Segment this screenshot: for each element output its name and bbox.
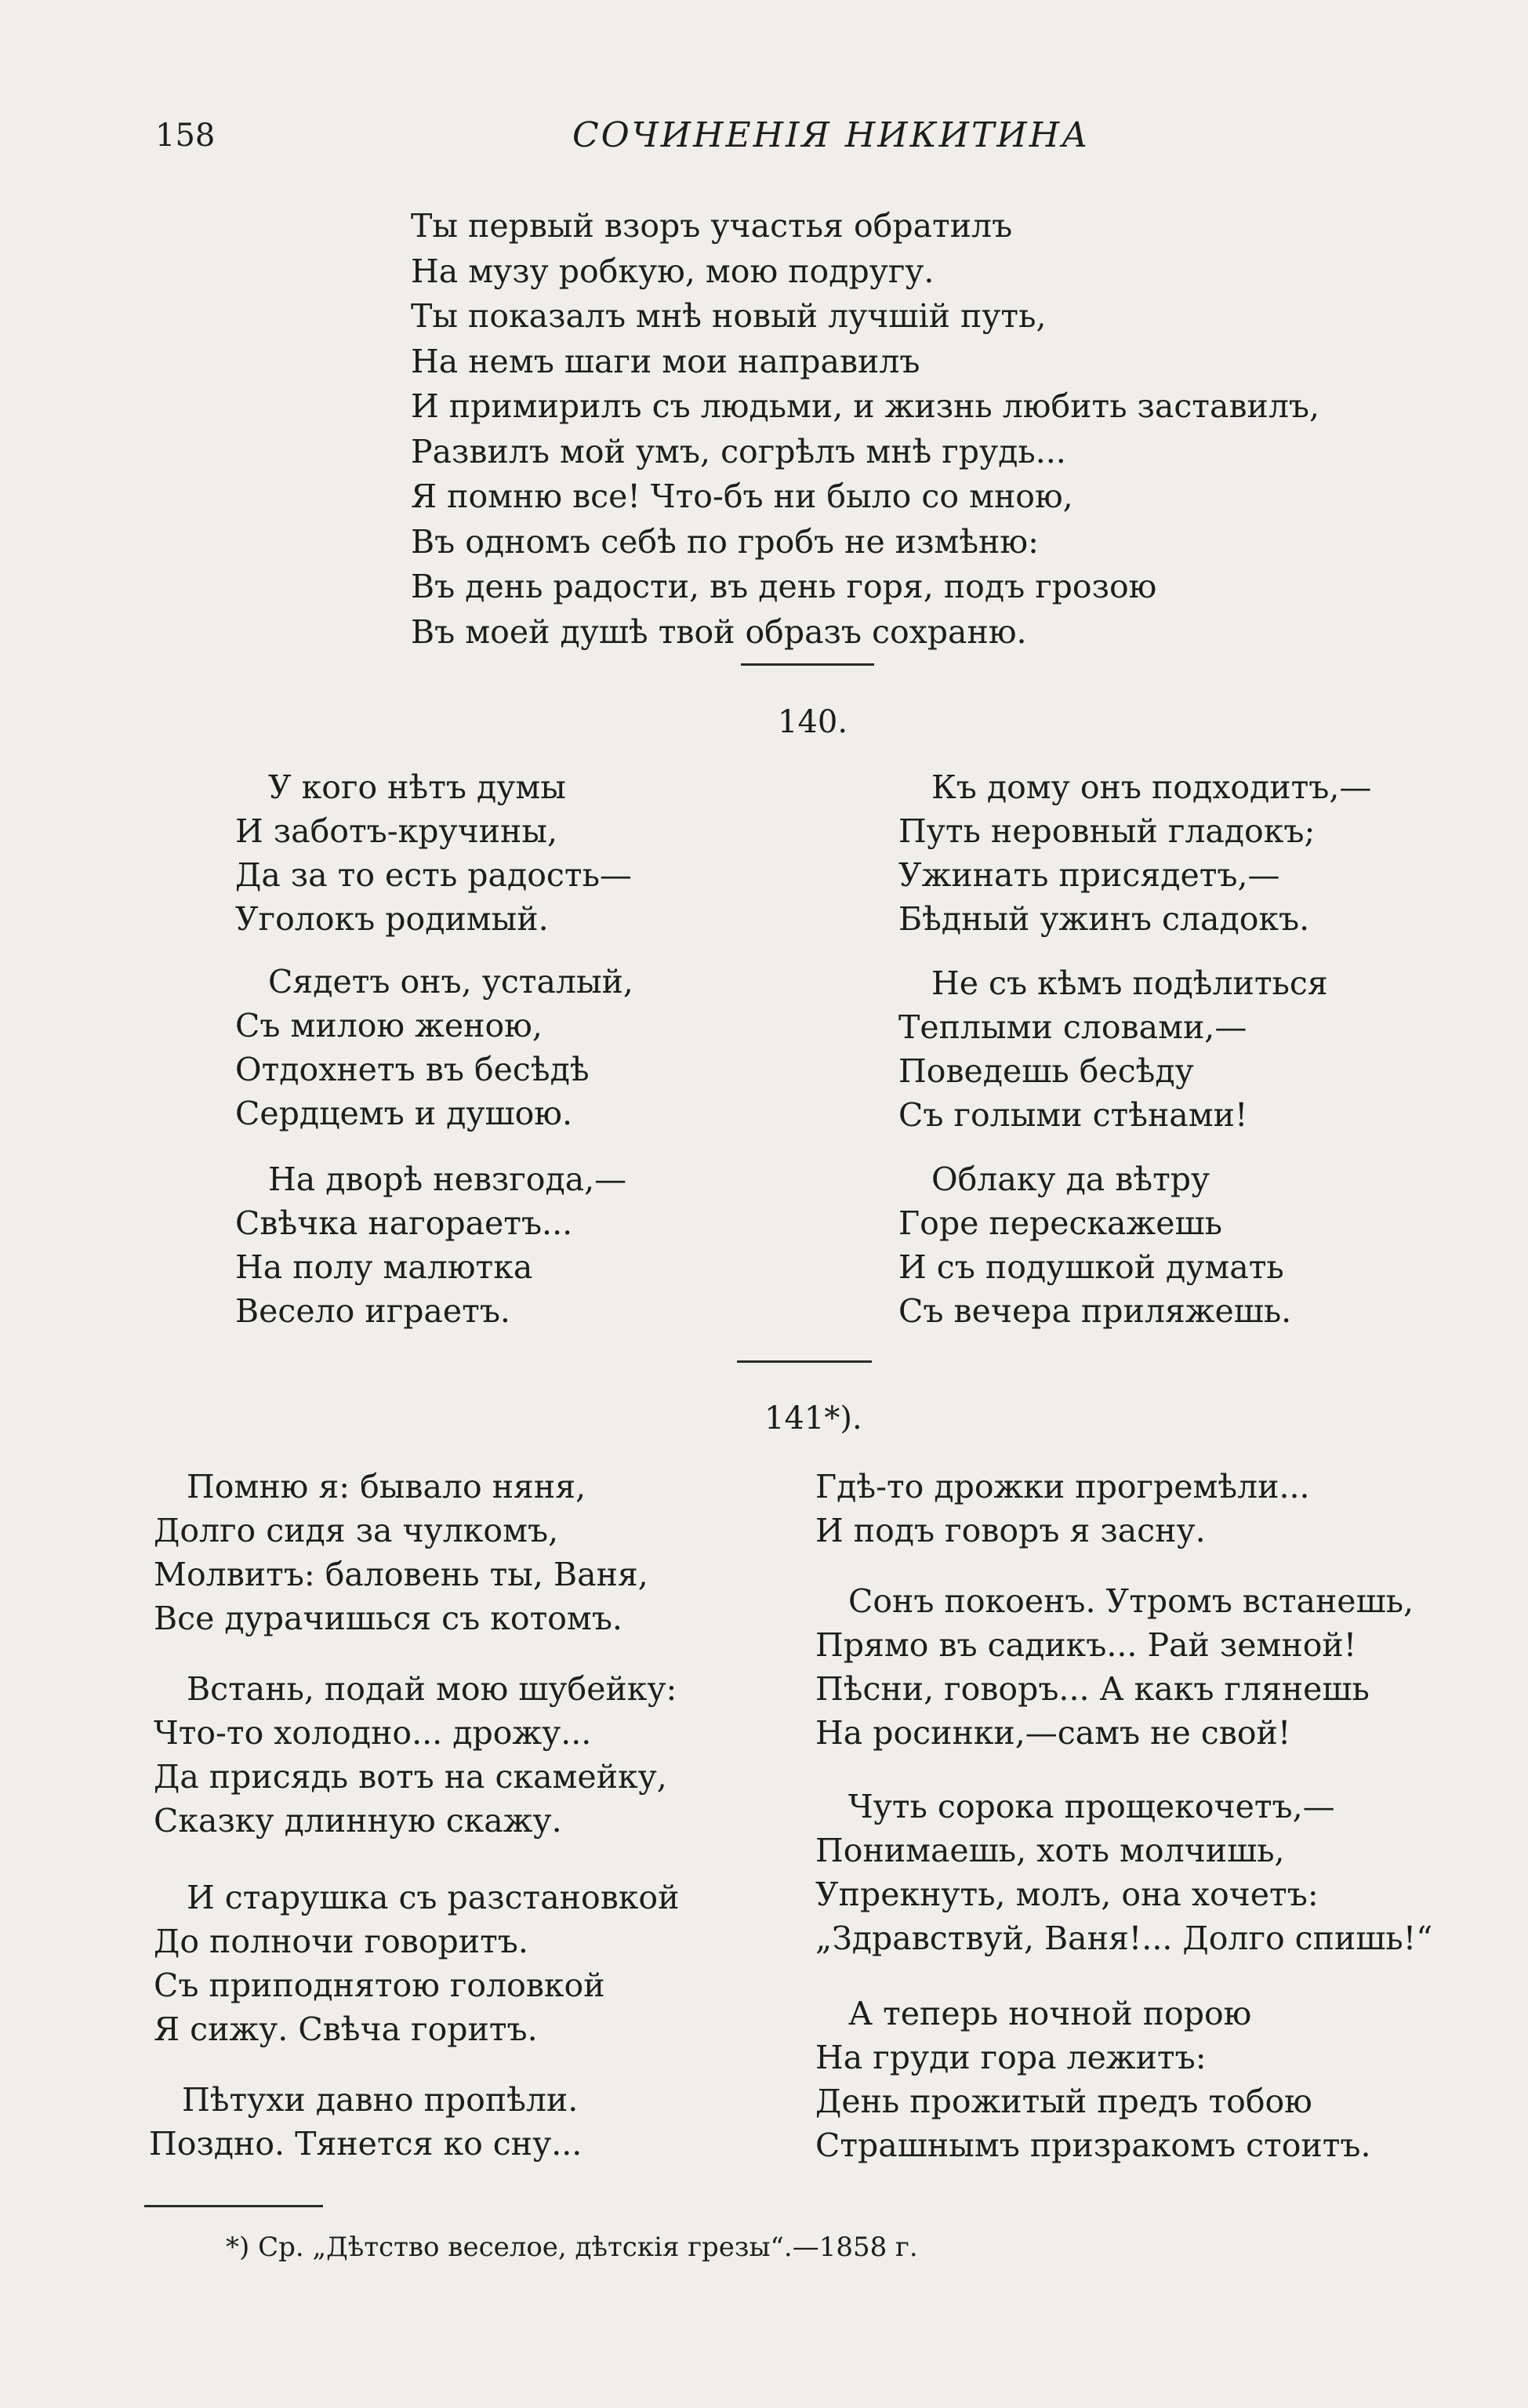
verse-line: Съ милою женою, bbox=[235, 1007, 543, 1044]
verse-line: Ты первый взоръ участья обратилъ bbox=[411, 207, 1013, 245]
verse-line: Облаку да вѣтру bbox=[931, 1160, 1210, 1198]
poem-141-left-stanza-2 bbox=[154, 1667, 677, 1843]
poem-140-left-stanza-1 bbox=[235, 765, 632, 941]
verse-line: Поздно. Тянется ко сну... bbox=[149, 2125, 583, 2163]
verse-line: И съ подушкой думать bbox=[898, 1248, 1284, 1286]
verse-line: И старушка съ разстановкой bbox=[187, 1879, 680, 1916]
verse-line: Въ моей душѣ твой образъ сохраню. bbox=[411, 612, 1027, 651]
verse-line: Гдѣ-то дрожки прогремѣли... bbox=[815, 1468, 1310, 1505]
verse-line: Молвитъ: баловень ты, Ваня, bbox=[154, 1556, 648, 1593]
verse-line: Горе перескажешь bbox=[898, 1204, 1222, 1242]
verse-line: На полу малютка bbox=[235, 1248, 533, 1286]
verse-line: Сердцемъ и душою. bbox=[235, 1095, 573, 1132]
section-divider bbox=[741, 663, 874, 666]
verse-line: Понимаешь, хоть молчишь, bbox=[815, 1832, 1285, 1869]
verse-line: Ты показалъ мнѣ новый лучшій путь, bbox=[411, 297, 1047, 335]
verse-line: На росинки,—самъ не свой! bbox=[815, 1714, 1291, 1752]
verse-line: Встань, подай мою шубейку: bbox=[187, 1670, 677, 1708]
verse-line: А теперь ночной порою bbox=[848, 1995, 1252, 2032]
verse-line: Что-то холодно... дрожу... bbox=[154, 1714, 592, 1752]
poem-number-140: 140. bbox=[778, 704, 848, 740]
verse-line: Къ дому онъ подходитъ,— bbox=[931, 768, 1372, 806]
poem-140-right-stanza-2 bbox=[898, 961, 1328, 1137]
poem-140-left-stanza-3 bbox=[235, 1157, 626, 1333]
verse-line: Бѣдный ужинъ сладокъ. bbox=[898, 900, 1310, 938]
poem-141-right-stanza-3 bbox=[815, 1785, 1432, 1960]
poem-140-right-stanza-3 bbox=[898, 1157, 1291, 1333]
verse-line: Съ вечера приляжешь. bbox=[898, 1292, 1292, 1330]
verse-line: До полночи говоритъ. bbox=[154, 1923, 528, 1960]
verse-line: Съ голыми стѣнами! bbox=[898, 1096, 1248, 1134]
verse-line: На груди гора лежитъ: bbox=[815, 2039, 1207, 2076]
verse-line: Въ день радости, въ день горя, подъ грозою bbox=[411, 568, 1157, 605]
section-divider bbox=[737, 1360, 872, 1363]
verse-line: Путь неровный гладокъ; bbox=[898, 812, 1316, 850]
poem-139-stanza bbox=[411, 204, 1319, 655]
running-head: СОЧИНЕНІЯ НИКИТИНА bbox=[572, 115, 1091, 155]
poem-141-left-stanza-3 bbox=[154, 1876, 679, 2051]
verse-line: Съ приподнятою головкой bbox=[154, 1967, 605, 2004]
verse-line: Все дурачишься съ котомъ. bbox=[154, 1600, 622, 1637]
footnote-rule bbox=[144, 2205, 323, 2207]
verse-line: Въ одномъ себѣ по гробъ не измѣню: bbox=[411, 522, 1039, 561]
verse-line: Да присядь вотъ на скамейку, bbox=[154, 1758, 667, 1796]
verse-line: Помню я: бывало няня, bbox=[187, 1468, 586, 1505]
poem-141-right-stanza-2 bbox=[815, 1579, 1414, 1755]
verse-line: Сонъ покоенъ. Утромъ встанешь, bbox=[848, 1582, 1414, 1620]
verse-line: Ужинать присядетъ,— bbox=[898, 856, 1280, 894]
verse-line: „Здравствуй, Ваня!... Долго спишь!“ bbox=[815, 1919, 1433, 1957]
page-number: 158 bbox=[155, 118, 216, 154]
verse-line: Не съ кѣмъ подѣлиться bbox=[931, 964, 1328, 1002]
poem-number-141: 141*). bbox=[764, 1400, 862, 1436]
verse-line: Прямо въ садикъ... Рай земной! bbox=[815, 1626, 1357, 1664]
verse-line: День прожитый предъ тобою bbox=[815, 2083, 1312, 2120]
poem-141-left-stanza-4 bbox=[149, 2078, 582, 2166]
verse-line: У кого нѣтъ думы bbox=[268, 768, 566, 806]
verse-line: И примирилъ съ людьми, и жизнь любить заставилъ, bbox=[411, 387, 1320, 425]
verse-line: Теплыми словами,— bbox=[898, 1008, 1247, 1046]
verse-line: Свѣчка нагораетъ... bbox=[235, 1204, 573, 1242]
poem-140-left-stanza-2 bbox=[235, 960, 633, 1135]
verse-line: Да за то есть радость— bbox=[235, 856, 632, 894]
verse-line: Поведешь бесѣду bbox=[898, 1052, 1194, 1090]
verse-line: На дворѣ невзгода,— bbox=[268, 1160, 627, 1198]
verse-line: И заботъ-кручины, bbox=[235, 812, 558, 850]
verse-line: Уголокъ родимый. bbox=[235, 900, 549, 938]
verse-line: Страшнымъ призракомъ стоитъ. bbox=[815, 2127, 1371, 2164]
verse-line: Сказку длинную скажу. bbox=[154, 1802, 562, 1840]
verse-line: Чуть сорока прощекочетъ,— bbox=[848, 1788, 1335, 1825]
poem-141-left-stanza-1 bbox=[154, 1465, 648, 1640]
verse-line: На немъ шаги мои направилъ bbox=[411, 342, 920, 380]
poem-141-right-stanza-1 bbox=[815, 1465, 1310, 1553]
verse-line: Я сижу. Свѣча горитъ. bbox=[154, 2010, 538, 2048]
verse-line: Сядетъ онъ, усталый, bbox=[268, 963, 633, 1001]
verse-line: И подъ говоръ я засну. bbox=[815, 1512, 1206, 1549]
verse-line: Весело играетъ. bbox=[235, 1292, 510, 1330]
verse-line: Развилъ мой умъ, согрѣлъ мнѣ грудь... bbox=[411, 432, 1066, 470]
poem-141-right-stanza-4 bbox=[815, 1992, 1371, 2167]
verse-line: Отдохнетъ въ бесѣдѣ bbox=[235, 1051, 590, 1088]
verse-line: Пѣтухи давно пропѣли. bbox=[182, 2081, 579, 2119]
verse-line: Я помню все! Что-бъ ни было со мною, bbox=[411, 478, 1073, 515]
verse-line: Упрекнуть, молъ, она хочетъ: bbox=[815, 1876, 1319, 1913]
verse-line: Долго сидя за чулкомъ, bbox=[154, 1512, 559, 1549]
footnote: *) Ср. „Дѣтство веселое, дѣтскія грезы“.—1858 г. bbox=[226, 2232, 918, 2263]
verse-line: На музу робкую, мою подругу. bbox=[411, 252, 935, 290]
poem-140-right-stanza-1 bbox=[898, 765, 1371, 941]
verse-line: Пѣсни, говоръ... А какъ глянешь bbox=[815, 1670, 1370, 1708]
